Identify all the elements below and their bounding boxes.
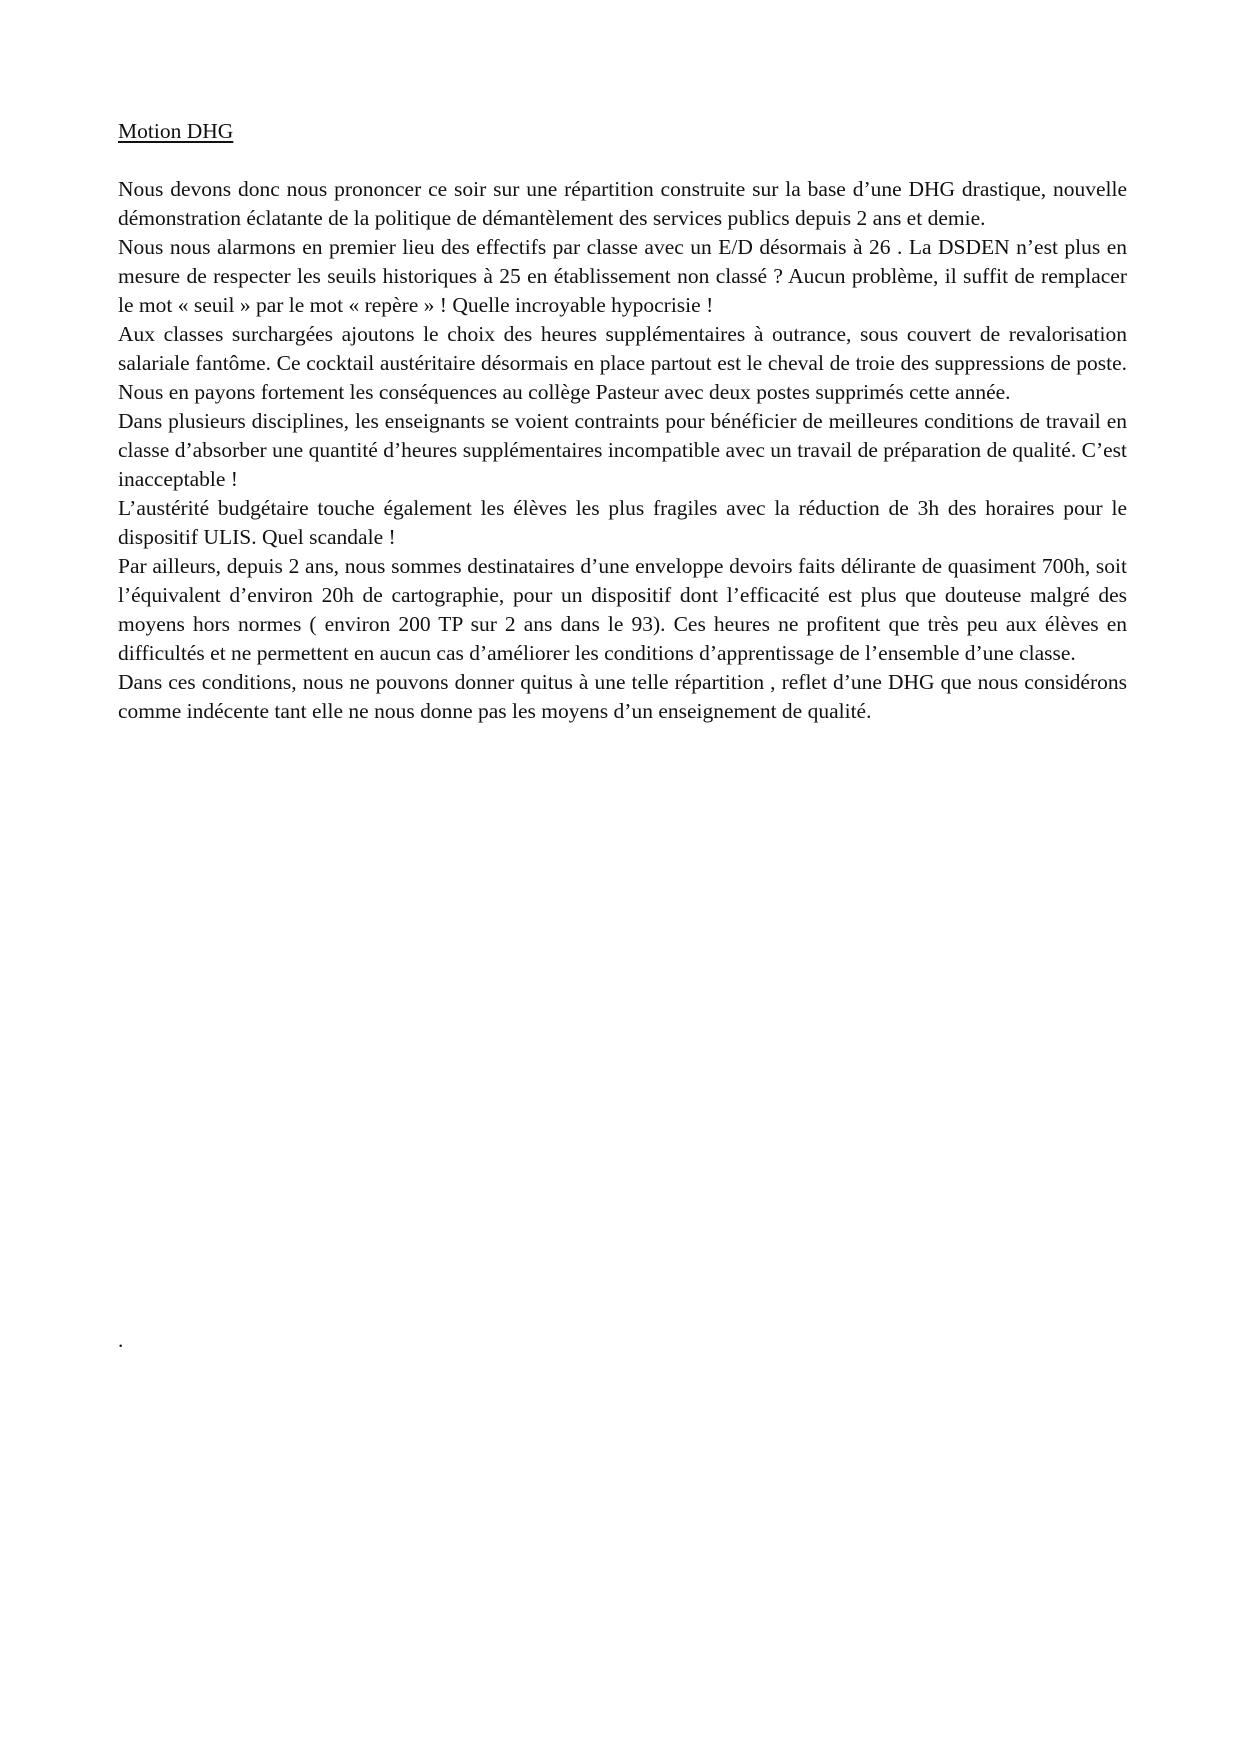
paragraph-3: Aux classes surchargées ajoutons le choix des heures supplémentaires à outrance, sous couvert de revalorisation salariale fantôme. Ce cocktail austéritaire désormais en place partout est le cheval de troie des suppressions de poste. Nous en payons fortement les conséquences au collège Pasteur avec deux postes supprimés cette année. xyxy=(118,322,1127,404)
paragraph-5: L’austérité budgétaire touche également les élèves les plus fragiles avec la réduction de 3h des horaires pour le dispositif ULIS. Quel scandale ! xyxy=(118,496,1127,549)
paragraph-4: Dans plusieurs disciplines, les enseignants se voient contraints pour bénéficier de meilleures conditions de travail en classe d’absorber une quantité d’heures supplémentaires incompatible avec un travail de préparation de qualité. C’est inacceptable ! xyxy=(118,409,1127,491)
paragraph-6: Par ailleurs, depuis 2 ans, nous sommes destinataires d’une enveloppe devoirs faits délirante de quasiment 700h, soit l’équivalent d’environ 20h de cartographie, pour un dispositif dont l’efficacité est plus que douteuse malgré des moyens hors normes ( environ 200 TP sur 2 ans dans le 93). Ces heures ne profitent que très peu aux élèves en difficultés et ne permettent en aucun cas d’améliorer les conditions d’apprentissage de l’ensemble d’une classe. xyxy=(118,554,1127,665)
paragraph-7: Dans ces conditions, nous ne pouvons donner quitus à une telle répartition , reflet d’une DHG que nous considérons comme indécente tant elle ne nous donne pas les moyens d’un enseignement de qualité. xyxy=(118,670,1127,723)
paragraph-2: Nous nous alarmons en premier lieu des effectifs par classe avec un E/D désormais à 26 . La DSDEN n’est plus en mesure de respecter les seuils historiques à 25 en établissement non classé ? Aucun problème, il suffit de remplacer le mot « seuil » par le mot « repère » ! Quelle incroyable hypocrisie ! xyxy=(118,235,1127,317)
document-title: Motion DHG xyxy=(118,119,234,143)
document-body xyxy=(118,117,1127,726)
trailing-dot: . xyxy=(118,1328,124,1352)
paragraph-1: Nous devons donc nous prononcer ce soir sur une répartition construite sur la base d’une DHG drastique, nouvelle démonstration éclatante de la politique de démantèlement des services publics depuis 2 ans et demie. xyxy=(118,177,1127,230)
